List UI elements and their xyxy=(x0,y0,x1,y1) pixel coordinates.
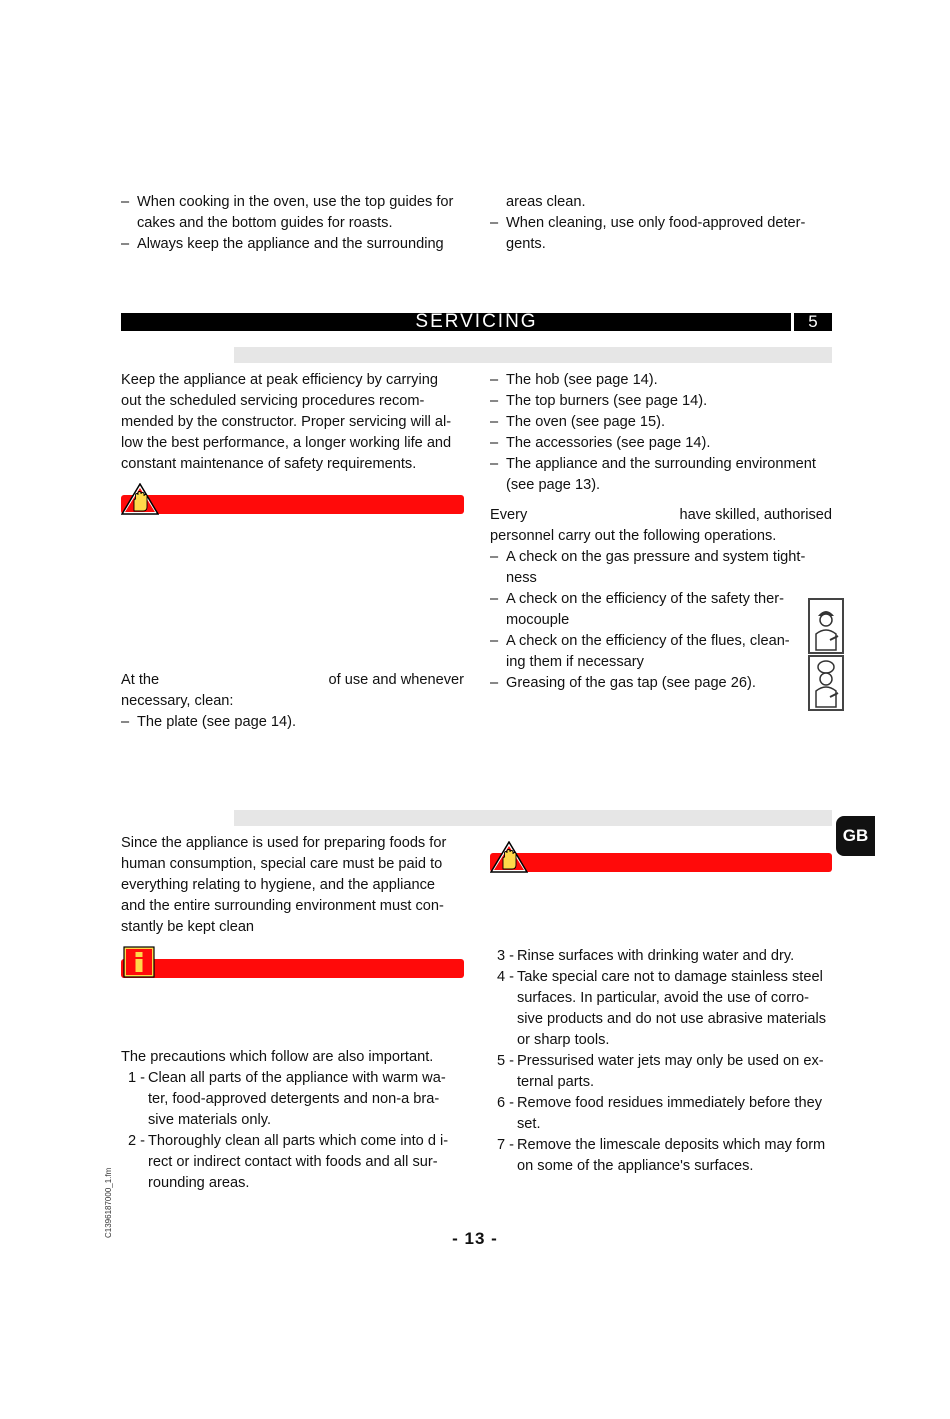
list-line-text: The accessories (see page 14). xyxy=(506,435,711,451)
servicing-items-list xyxy=(490,370,832,496)
list-line xyxy=(490,652,832,673)
list-line xyxy=(121,192,464,213)
paragraph-line: and the entire surrounding environment must con- xyxy=(121,898,444,914)
numbered-step-line xyxy=(490,1051,834,1072)
numbered-step-line xyxy=(490,1093,834,1114)
paragraph-line: constant maintenance of safety requirements. xyxy=(121,456,417,472)
list-line-text: ness xyxy=(506,570,537,586)
list-line-text: areas clean. xyxy=(506,194,586,210)
numbered-step-line xyxy=(490,988,834,1009)
stop-hand-warning-icon xyxy=(121,483,159,515)
warning-bar-servicing xyxy=(121,495,464,514)
numbered-step-line xyxy=(490,967,834,988)
list-line xyxy=(490,589,832,610)
paragraph-line: human consumption, special care must be paid to xyxy=(121,856,443,872)
at-the-right: of use and whenever xyxy=(328,672,464,688)
every-left: Every xyxy=(490,507,528,523)
list-line xyxy=(490,412,832,433)
list-line-text: ing them if necessary xyxy=(506,654,644,670)
numbered-step-line xyxy=(490,946,834,967)
warning-bar-hygiene xyxy=(490,853,832,872)
step-text: surfaces. In particular, avoid the use of corro- xyxy=(517,990,810,1006)
step-number: 1 - xyxy=(128,1070,146,1086)
step-number: 5 - xyxy=(497,1053,515,1069)
step-text: Remove food residues immediately before they xyxy=(517,1095,823,1111)
dash-bullet: – xyxy=(490,549,499,565)
plate-list-item xyxy=(121,712,464,733)
step-text: rect or indirect contact with foods and all sur- xyxy=(148,1154,438,1170)
every-right: have skilled, authorised xyxy=(679,507,832,523)
list-line xyxy=(490,192,832,213)
file-reference: C1396187000_1.fm xyxy=(104,1167,113,1238)
paragraph-line: low the best performance, a longer working life and xyxy=(121,435,452,451)
intro-left-column xyxy=(121,192,464,255)
list-line-text: (see page 13). xyxy=(506,477,601,493)
list-line xyxy=(490,454,832,475)
servicing-intro-paragraph xyxy=(121,370,464,475)
dash-bullet: – xyxy=(121,194,130,210)
numbered-step-line xyxy=(121,1131,464,1152)
list-line xyxy=(490,610,832,631)
operations-list xyxy=(490,547,832,694)
dash-bullet: – xyxy=(490,414,499,430)
list-line xyxy=(490,370,832,391)
dash-bullet: – xyxy=(490,435,499,451)
step-text: Remove the limescale deposits which may form xyxy=(517,1137,826,1153)
list-line-text: When cleaning, use only food-approved deter- xyxy=(506,215,806,231)
dash-bullet: – xyxy=(490,393,499,409)
chef-icon-box xyxy=(808,655,844,711)
dash-bullet: – xyxy=(490,456,499,472)
numbered-step-line xyxy=(490,1114,834,1135)
list-line-text: cakes and the bottom guides for roasts. xyxy=(137,215,393,231)
necessary-clean-line: necessary, clean: xyxy=(121,693,234,709)
numbered-step-line xyxy=(490,1030,834,1051)
list-line-text: A check on the gas pressure and system tight- xyxy=(506,549,806,565)
paragraph-line: everything relating to hygiene, and the appliance xyxy=(121,877,435,893)
list-line xyxy=(490,547,832,568)
info-icon xyxy=(123,946,155,978)
hygiene-left-steps xyxy=(121,1068,464,1194)
dash-bullet: – xyxy=(490,675,499,691)
numbered-step-line xyxy=(121,1152,464,1173)
page-number: - 13 - xyxy=(452,1229,498,1248)
list-line xyxy=(490,213,832,234)
numbered-step-line xyxy=(121,1110,464,1131)
step-text: Clean all parts of the appliance with warm wa- xyxy=(148,1070,446,1086)
info-bar-hygiene xyxy=(121,959,464,978)
list-line xyxy=(490,234,832,255)
subheader-bar-servicing xyxy=(234,347,832,363)
numbered-step-line xyxy=(121,1089,464,1110)
step-text: Thoroughly clean all parts which come into d i- xyxy=(148,1133,449,1149)
list-line-text: When cooking in the oven, use the top guides for xyxy=(137,194,454,210)
list-line xyxy=(490,433,832,454)
step-text: set. xyxy=(517,1116,541,1132)
hygiene-right-steps xyxy=(490,946,834,1177)
step-text: ter, food-approved detergents and non-a bra- xyxy=(148,1091,440,1107)
list-line xyxy=(490,673,832,694)
step-text: rounding areas. xyxy=(148,1175,250,1191)
personnel-line: personnel carry out the following operations. xyxy=(490,528,777,544)
step-text: ternal parts. xyxy=(517,1074,595,1090)
numbered-step-line xyxy=(490,1072,834,1093)
list-line-text: The top burners (see page 14). xyxy=(506,393,708,409)
step-number: 3 - xyxy=(497,948,515,964)
list-line-text: The hob (see page 14). xyxy=(506,372,658,388)
list-line-text: gents. xyxy=(506,236,546,252)
subheader-bar-hygiene xyxy=(234,810,832,826)
list-line-text: Greasing of the gas tap (see page 26). xyxy=(506,675,756,691)
section-title: SERVICING xyxy=(415,311,538,332)
step-text: sive products and do not use abrasive materials xyxy=(517,1011,827,1027)
paragraph-line: Keep the appliance at peak efficiency by carrying xyxy=(121,372,438,388)
technician-icon xyxy=(808,598,844,654)
numbered-step-line xyxy=(121,1173,464,1194)
list-line-text: A check on the efficiency of the safety ther- xyxy=(506,591,784,607)
chef-icon xyxy=(808,655,844,711)
list-line-text: The oven (see page 15). xyxy=(506,414,666,430)
paragraph-line: out the scheduled servicing procedures recom- xyxy=(121,393,425,409)
stop-hand-warning-icon xyxy=(490,841,528,873)
numbered-step-line xyxy=(121,1068,464,1089)
dash-bullet: – xyxy=(490,372,499,388)
paragraph-line: mended by the constructor. Proper servicing will al- xyxy=(121,414,452,430)
paragraph-line: stantly be kept clean xyxy=(121,919,255,935)
precautions-line: The precautions which follow are also important. xyxy=(121,1049,434,1065)
dash-bullet: – xyxy=(490,215,499,231)
section-header-bar xyxy=(121,313,832,331)
dash-bullet: – xyxy=(490,633,499,649)
list-line-text: A check on the efficiency of the flues, clean- xyxy=(506,633,790,649)
language-tab: GB xyxy=(836,816,875,856)
step-number: 4 - xyxy=(497,969,515,985)
list-line xyxy=(490,475,832,496)
plate-text: The plate (see page 14). xyxy=(137,714,297,730)
at-the-line xyxy=(121,670,464,691)
section-number: 5 xyxy=(791,313,832,331)
step-text: or sharp tools. xyxy=(517,1032,610,1048)
technician-icon-box xyxy=(808,598,844,654)
step-number: 2 - xyxy=(128,1133,146,1149)
step-text: sive materials only. xyxy=(148,1112,272,1128)
dash-bullet: – xyxy=(490,591,499,607)
step-text: Rinse surfaces with drinking water and dry. xyxy=(517,948,795,964)
every-line xyxy=(490,505,832,526)
list-line xyxy=(490,391,832,412)
hygiene-intro-paragraph xyxy=(121,833,464,938)
intro-right-column xyxy=(490,192,832,255)
list-line xyxy=(490,568,832,589)
paragraph-line: Since the appliance is used for preparing foods for xyxy=(121,835,447,851)
step-text: on some of the appliance's surfaces. xyxy=(517,1158,754,1174)
numbered-step-line xyxy=(490,1009,834,1030)
step-text: Pressurised water jets may only be used on ex- xyxy=(517,1053,824,1069)
numbered-step-line xyxy=(490,1135,834,1156)
step-text: Take special care not to damage stainless steel xyxy=(517,969,823,985)
dash-bullet: – xyxy=(121,236,130,252)
list-line xyxy=(121,213,464,234)
step-number: 6 - xyxy=(497,1095,515,1111)
list-line xyxy=(490,631,832,652)
numbered-step-line xyxy=(490,1156,834,1177)
step-number: 7 - xyxy=(497,1137,515,1153)
at-the-left: At the xyxy=(121,672,160,688)
list-line xyxy=(121,234,464,255)
list-line-text: mocouple xyxy=(506,612,570,628)
list-line-text: Always keep the appliance and the surrounding xyxy=(137,236,444,252)
list-line-text: The appliance and the surrounding environment xyxy=(506,456,816,472)
dash-bullet: – xyxy=(121,714,130,730)
